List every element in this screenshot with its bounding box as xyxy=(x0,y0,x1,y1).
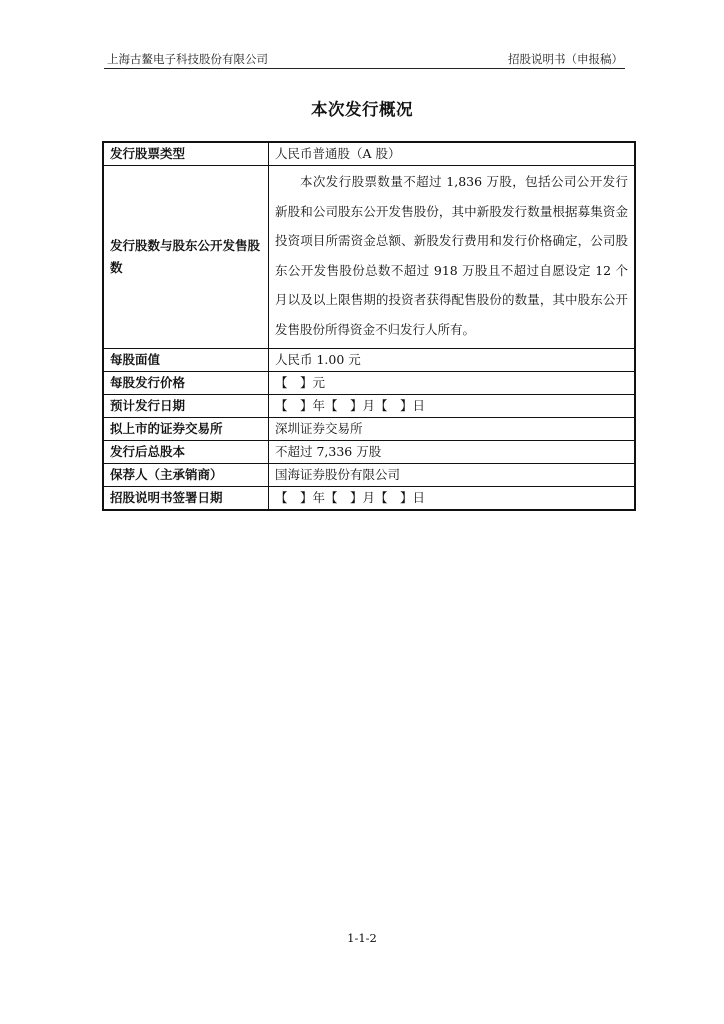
table-row xyxy=(103,372,635,395)
row-label: 发行股数与股东公开发售股数 xyxy=(103,166,269,349)
row-label: 每股面值 xyxy=(103,349,269,372)
row-label: 发行股票类型 xyxy=(103,142,269,166)
table-row xyxy=(103,418,635,441)
table-row xyxy=(103,487,635,511)
row-label: 保荐人（主承销商） xyxy=(103,464,269,487)
header-divider xyxy=(104,68,625,69)
row-value: 本次发行股票数量不超过 1,836 万股，包括公司公开发行新股和公司股东公开发售股份，其中新股发行数量根据募集资金投资项目所需资金总额、新股发行费用和发行价格确定，公司股东公开发售股份总数不超过 918 万股且不超过自愿设定 12 个月以及以上限售期的投资者获得配售股份的数量，其中股东公开发售股份所得资金不归发行人所有。 xyxy=(269,166,636,349)
header-company-name: 上海古鳌电子科技股份有限公司 xyxy=(107,52,268,66)
row-label: 拟上市的证券交易所 xyxy=(103,418,269,441)
table-row xyxy=(103,464,635,487)
table-row xyxy=(103,166,635,349)
header-document-type: 招股说明书（申报稿） xyxy=(508,52,623,66)
row-label: 发行后总股本 xyxy=(103,441,269,464)
issuance-overview-table xyxy=(102,141,636,511)
table-row xyxy=(103,142,635,166)
row-value: 【 】元 xyxy=(269,372,636,395)
row-value: 国海证券股份有限公司 xyxy=(269,464,636,487)
row-value: 人民币普通股（A 股） xyxy=(269,142,636,166)
page-title: 本次发行概况 xyxy=(311,100,413,119)
table-row xyxy=(103,395,635,418)
page-header xyxy=(107,51,623,69)
table-row xyxy=(103,349,635,372)
table-row xyxy=(103,441,635,464)
row-label: 每股发行价格 xyxy=(103,372,269,395)
row-value: 【 】年【 】月【 】日 xyxy=(269,395,636,418)
row-label: 招股说明书签署日期 xyxy=(103,487,269,511)
row-label: 预计发行日期 xyxy=(103,395,269,418)
page-number: 1-1-2 xyxy=(347,931,377,945)
row-value: 不超过 7,336 万股 xyxy=(269,441,636,464)
row-value: 人民币 1.00 元 xyxy=(269,349,636,372)
row-value: 深圳证券交易所 xyxy=(269,418,636,441)
row-value: 【 】年【 】月【 】日 xyxy=(269,487,636,511)
